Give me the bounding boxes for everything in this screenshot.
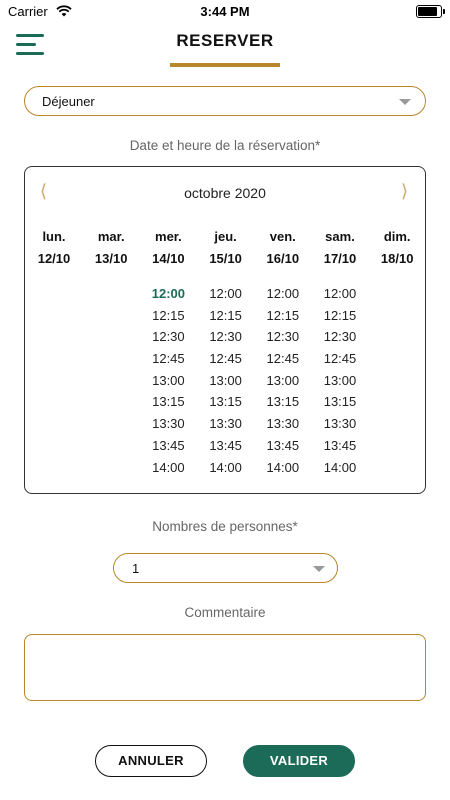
time-slot[interactable]: 13:45 (323, 437, 357, 453)
submit-button[interactable]: VALIDER (243, 745, 355, 777)
day-date: 14/10 (152, 251, 185, 266)
meal-select-value: Déjeuner (42, 94, 95, 109)
day-column (254, 227, 312, 478)
time-slot-list (311, 283, 369, 478)
time-slot[interactable]: 13:00 (323, 372, 357, 388)
time-slot[interactable]: 12:30 (152, 329, 185, 345)
time-slot[interactable]: 13:00 (209, 372, 242, 388)
time-slot[interactable]: 12:30 (209, 329, 242, 345)
time-slot[interactable]: 12:00 (209, 286, 242, 301)
time-slot[interactable]: 13:45 (266, 437, 300, 453)
status-time: 3:44 PM (200, 4, 250, 19)
time-slot[interactable]: 13:45 (152, 437, 185, 453)
day-date: 13/10 (94, 251, 128, 266)
time-slot[interactable]: 13:15 (323, 394, 357, 410)
time-slot[interactable]: 13:30 (266, 416, 300, 432)
time-slot[interactable]: 14:00 (323, 459, 357, 475)
title-underline (170, 63, 280, 67)
day-date: 12/10 (37, 251, 71, 266)
persons-label: Nombres de personnes* (152, 519, 298, 534)
cancel-button[interactable]: ANNULER (95, 745, 207, 777)
calendar-month: octobre 2020 (184, 185, 266, 201)
time-slot-list (254, 283, 312, 478)
time-slot-list (197, 283, 255, 478)
time-slot[interactable]: 14:00 (209, 459, 242, 475)
carrier-label: Carrier (8, 4, 48, 19)
day-column (197, 227, 255, 478)
time-slot[interactable]: 12:45 (152, 351, 185, 367)
chevron-left-icon[interactable]: ⟨ (40, 181, 48, 201)
time-slot[interactable]: 12:30 (266, 329, 300, 345)
chevron-down-icon (313, 566, 325, 572)
time-slot[interactable]: 12:45 (209, 351, 242, 367)
day-date: 16/10 (266, 251, 300, 266)
day-date: 18/10 (380, 251, 414, 266)
day-date: 15/10 (209, 251, 242, 266)
day-name: mer. (155, 229, 182, 244)
persons-select[interactable] (113, 553, 338, 583)
persons-select-value: 1 (132, 561, 140, 576)
time-slot[interactable]: 13:30 (323, 416, 357, 432)
day-column (311, 227, 369, 478)
day-column (368, 227, 426, 283)
day-name: sam. (325, 229, 355, 244)
time-slot[interactable]: 12:15 (209, 307, 242, 323)
time-slot[interactable]: 13:30 (152, 416, 185, 432)
time-slot[interactable]: 13:45 (209, 437, 242, 453)
day-column (82, 227, 140, 283)
time-slot[interactable]: 14:00 (266, 459, 300, 475)
status-bar (0, 0, 450, 24)
time-slot[interactable]: 13:15 (266, 394, 300, 410)
time-slot[interactable]: 13:00 (266, 372, 300, 388)
calendar (24, 166, 426, 494)
day-name: jeu. (214, 229, 237, 244)
time-slot-list (139, 283, 197, 478)
time-slot[interactable]: 13:00 (152, 372, 185, 388)
time-slot[interactable]: 12:15 (323, 307, 357, 323)
time-slot[interactable]: 13:15 (152, 394, 185, 410)
battery-icon (416, 5, 442, 18)
time-slot[interactable]: 13:30 (209, 416, 242, 432)
day-name: lun. (42, 229, 66, 244)
chevron-down-icon (399, 99, 411, 105)
day-name: dim. (383, 229, 411, 244)
time-slot[interactable]: 12:15 (152, 307, 185, 323)
time-slot[interactable]: 12:45 (266, 351, 300, 367)
comment-field[interactable] (24, 634, 426, 701)
time-slot[interactable]: 14:00 (152, 459, 185, 475)
time-slot[interactable]: 12:15 (266, 307, 300, 323)
datetime-label: Date et heure de la réservation* (129, 138, 321, 153)
time-slot[interactable]: 12:30 (323, 329, 357, 345)
day-name: ven. (269, 229, 296, 244)
meal-select[interactable] (24, 86, 426, 116)
day-column (139, 227, 197, 478)
page-title: RESERVER (176, 31, 274, 50)
time-slot[interactable]: 13:15 (209, 394, 242, 410)
chevron-right-icon[interactable]: ⟩ (400, 181, 408, 201)
time-slot[interactable]: 12:00 (151, 286, 186, 301)
time-slot[interactable]: 12:00 (266, 286, 300, 301)
day-name: mar. (97, 229, 125, 244)
time-slot[interactable]: 12:45 (323, 351, 357, 367)
comment-label: Commentaire (184, 605, 266, 620)
time-slot[interactable]: 12:00 (323, 286, 357, 301)
day-date: 17/10 (323, 251, 357, 266)
day-column (25, 227, 83, 283)
